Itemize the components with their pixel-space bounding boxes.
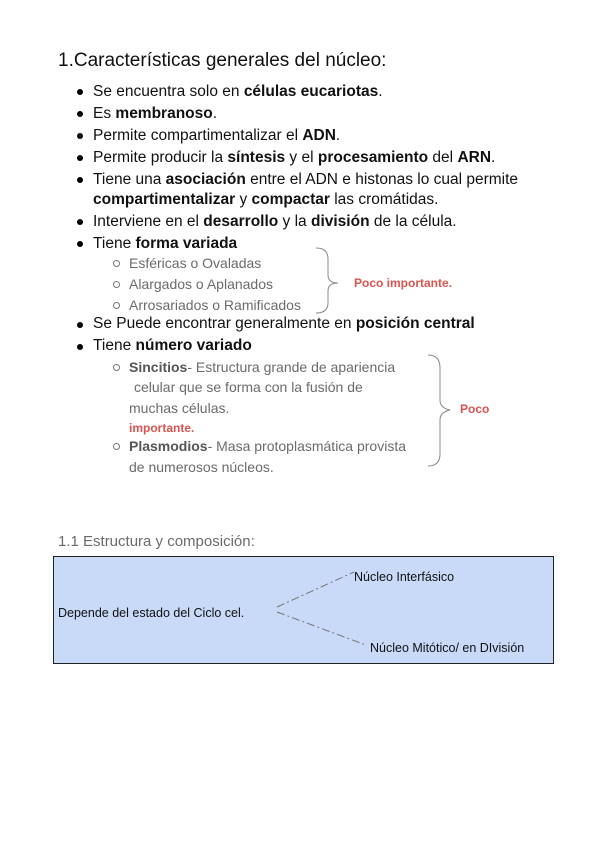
bullet-item: Permite producir la síntesis y el procesamiento del ARN. [93, 149, 496, 166]
sub-item: Esféricas o Ovaladas [129, 255, 262, 271]
poco-note: Poco [460, 402, 490, 416]
sub-item: Alargados o Aplanados [129, 276, 273, 292]
bullet-item: Se Puede encontrar generalmente en posición central [93, 315, 475, 332]
bullet-item: Permite compartimentalizar el ADN. [93, 127, 341, 144]
sub-item: Arrosariados o Ramificados [129, 297, 301, 313]
sub-bullet-circle [113, 260, 120, 267]
diagram-branch-top: Núcleo Interfásico [354, 570, 455, 584]
diagram-branch-bottom: Núcleo Mitótico/ en DIvisión [370, 641, 525, 655]
bullet-item: Tiene una asociación entre el ADN e histonas lo cual permite [93, 171, 519, 188]
diagram-root: Depende del estado del Ciclo cel. [58, 606, 245, 620]
sub-bullet-circle [113, 302, 120, 309]
bullet-dot [77, 177, 83, 183]
sub-bullet-circle [113, 443, 120, 450]
sub-item-sincitios: Sincitios- Estructura grande de apariencia [129, 359, 396, 375]
bullet-item: Tiene número variado [93, 337, 252, 354]
bullet-dot [77, 111, 83, 117]
bullet-item: Interviene en el desarrollo y la división de la célula. [93, 213, 457, 230]
bullet-dot [77, 344, 83, 350]
sub-item-continuation: celular que se forma con la fusión de [134, 379, 363, 395]
brace-icon [424, 352, 464, 470]
poco-importante-note: Poco importante. [354, 276, 453, 290]
bullet-dot [77, 241, 83, 247]
bullet-dot [77, 89, 83, 95]
bullet-item-continuation: compartimentalizar y compactar las cromátidas. [93, 191, 439, 208]
bullet-dot [77, 219, 83, 225]
bullet-item: Tiene forma variada [93, 235, 238, 252]
sub-bullet-circle [113, 281, 120, 288]
bullet-item: Se encuentra solo en células eucariotas. [93, 83, 383, 100]
bullet-item: Es membranoso. [93, 105, 218, 122]
sub-item-plasmodios: Plasmodios- Masa protoplasmática provista [129, 438, 407, 454]
sub-item-continuation: muchas células. [129, 400, 230, 416]
bullet-dot [77, 133, 83, 139]
section-subheading: 1.1 Estructura y composición: [58, 533, 255, 550]
sub-item-continuation: de numerosos núcleos. [129, 459, 274, 475]
sub-bullet-circle [113, 364, 120, 371]
bullet-dot [77, 155, 83, 161]
diagram-box [53, 556, 554, 664]
importante-note: importante. [129, 421, 195, 435]
brace-icon [312, 245, 352, 315]
bullet-dot [77, 322, 83, 328]
page-title: 1.Características generales del núcleo: [58, 50, 387, 71]
